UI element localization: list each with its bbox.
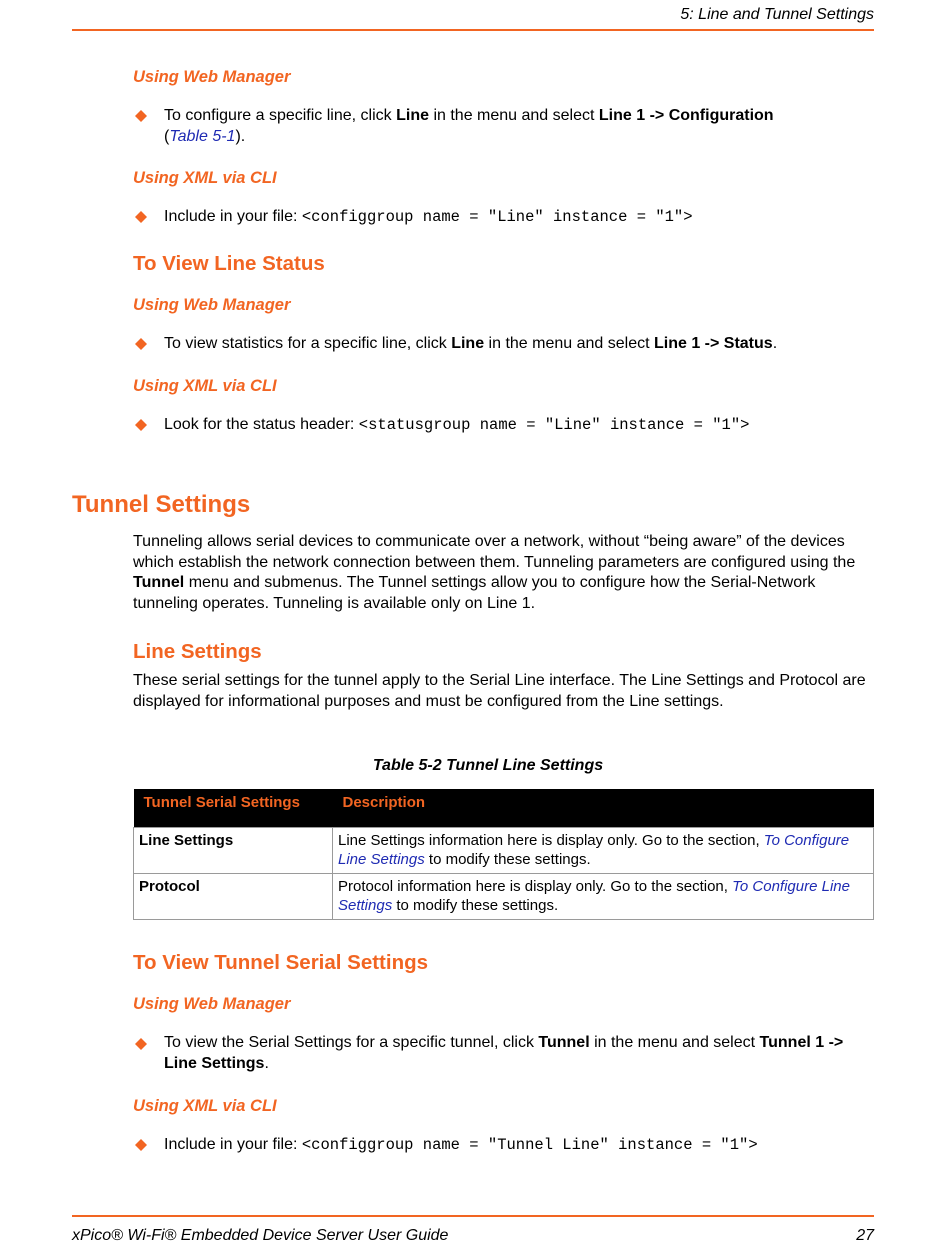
view-tunnel-bullet [164,1032,876,1074]
status-header-bullet [164,414,876,436]
xml-code: <configgroup name = "Tunnel Line" instance = "1"> [301,1136,758,1154]
table-5-1-link[interactable]: Table 5-1 [169,128,236,145]
diamond-bullet-icon [135,338,149,352]
table-cell-name: Protocol [134,873,333,919]
cell-text: to modify these settings. [424,850,591,868]
bullet-text: Include in your file: [164,208,302,225]
menu-term: Tunnel [133,574,185,592]
using-web-manager-heading: Using Web Manager [133,296,291,314]
cell-text: Line Settings information here is display only. Go to the section, [338,831,764,849]
using-xml-cli-heading: Using XML via CLI [133,169,277,187]
bullet-text: To view statistics for a specific line, click [164,335,452,352]
diamond-bullet-icon [135,1139,149,1153]
cell-text: to modify these settings. [392,896,559,914]
menu-path: Tunnel 1 -> Line Settings [164,1034,844,1072]
view-tunnel-serial-heading: To View Tunnel Serial Settings [133,951,429,974]
diamond-bullet-icon [135,419,149,433]
line-settings-heading: Line Settings [133,640,262,663]
using-web-manager-heading: Using Web Manager [133,995,291,1013]
configure-line-bullet [164,105,876,147]
table-caption: Table 5-2 Tunnel Line Settings [372,757,604,774]
page-number: 27 [856,1227,874,1244]
bullet-text: . [772,335,778,352]
to-configure-line-settings-link[interactable]: To Configure Line Settings [338,877,850,914]
tunnel-intro-paragraph [133,532,873,615]
using-xml-cli-heading: Using XML via CLI [133,377,277,395]
xml-code: <configgroup name = "Line" instance = "1"> [301,208,693,226]
bullet-text: Include in your file: [164,1136,302,1153]
bullet-text: in the menu and select [429,107,599,124]
bullet-text: ). [235,128,246,145]
table-cell-name: Line Settings [134,827,333,873]
table-header-cell: Description [333,789,874,827]
cell-text: Protocol information here is display only. Go to the section, [338,877,733,895]
diamond-bullet-icon [135,110,149,124]
footer-rule [72,1215,874,1217]
menu-term: Line [396,107,429,124]
view-line-status-heading: To View Line Status [133,252,325,275]
diamond-bullet-icon [135,211,149,225]
table-cell-description [333,827,874,873]
bullet-text: To configure a specific line, click [164,107,397,124]
bullet-text: ( [164,128,170,145]
xml-config-bullet [164,206,876,228]
footer-title: xPico® Wi-Fi® Embedded Device Server User Guide [72,1227,449,1244]
paragraph-text: Tunneling allows serial devices to communicate over a network, without “being aware” of the devices which establish the network connection between them. Tunneling parameters are configured using the [133,533,856,571]
to-configure-line-settings-link[interactable]: To Configure Line Settings [338,831,850,868]
tunnel-settings-heading: Tunnel Settings [72,491,251,518]
menu-term: Tunnel [538,1034,590,1051]
table-header-cell: Tunnel Serial Settings [134,789,333,827]
using-web-manager-heading: Using Web Manager [133,68,291,86]
line-settings-paragraph: These serial settings for the tunnel apply to the Serial Line interface. The Line Settings and Protocol are displayed for informational purposes and must be configured from the Line settings. [133,672,866,710]
tunnel-line-settings-table [133,789,874,920]
xml-tunnel-bullet [164,1134,876,1156]
using-xml-cli-heading: Using XML via CLI [133,1097,277,1115]
bullet-text: Look for the status header: [164,416,359,433]
table-row [134,827,874,873]
paragraph-text: menu and submenus. The Tunnel settings allow you to configure how the Serial-Network tunneling operates. Tunneling is available only on Line 1. [133,574,816,613]
view-status-bullet [164,333,876,354]
bullet-text: To view the Serial Settings for a specific tunnel, click [164,1034,539,1051]
menu-term: Line [451,335,485,352]
table-row [134,873,874,919]
menu-path: Line 1 -> Status [653,335,773,352]
diamond-bullet-icon [135,1038,149,1052]
table-header-row [134,789,874,827]
header-rule [72,29,874,31]
menu-path: Line 1 -> Configuration [598,107,774,124]
xml-code: <statusgroup name = "Line" instance = "1"> [358,416,750,434]
running-header: 5: Line and Tunnel Settings [680,6,874,23]
bullet-text: . [264,1055,269,1072]
bullet-text: in the menu and select [589,1034,760,1051]
table-cell-description [333,873,874,919]
bullet-text: in the menu and select [484,335,654,352]
